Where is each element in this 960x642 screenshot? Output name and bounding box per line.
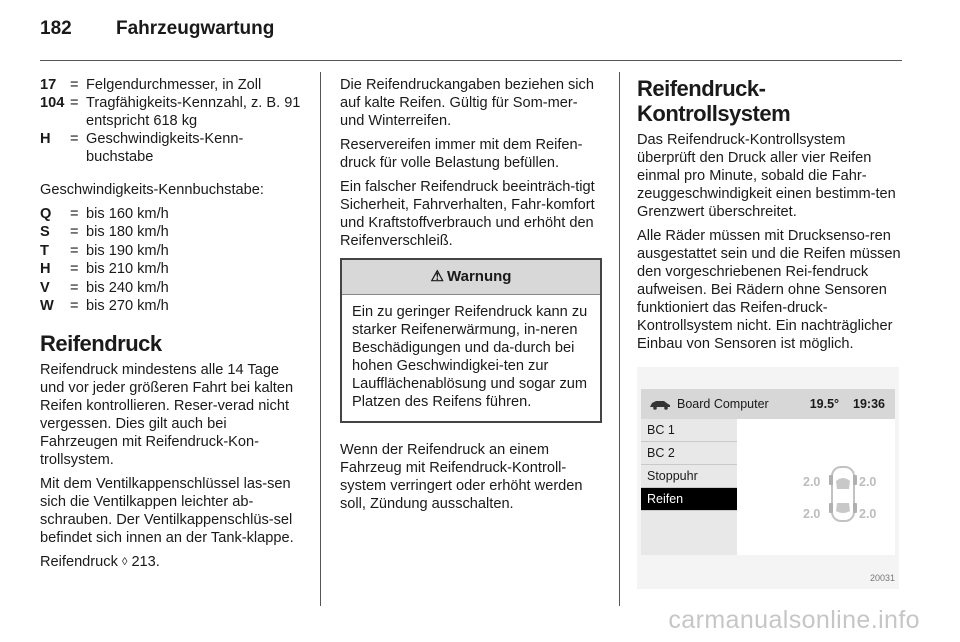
warning-header xyxy=(342,260,600,295)
screen-title: Board Computer xyxy=(677,397,769,411)
speed-value: bis 190 km/h xyxy=(86,242,169,259)
menu-item-reifen[interactable]: Reifen xyxy=(641,488,739,511)
speed-equals: = xyxy=(70,242,79,259)
speed-index-list xyxy=(40,205,306,315)
definition-equals: = xyxy=(70,77,79,93)
definition-value: Tragfähigkeits-Kennzahl, z. B. 91 entspricht 618 kg xyxy=(86,95,301,129)
speed-key: H xyxy=(40,261,51,278)
speed-row xyxy=(40,205,306,223)
speed-key: V xyxy=(40,279,50,296)
board-computer-menu xyxy=(641,419,737,555)
menu-item-stoppuhr[interactable]: Stoppuhr xyxy=(641,465,737,488)
speed-key: Q xyxy=(40,206,52,222)
header-rule xyxy=(40,60,902,61)
speed-equals: = xyxy=(70,224,79,241)
speed-key: S xyxy=(40,224,50,241)
tyre-code-definitions xyxy=(40,76,306,166)
definition-value: Geschwindigkeits-Kenn-buchstabe xyxy=(86,131,244,165)
speed-index-intro: Geschwindigkeits-Kennbuchstabe: xyxy=(40,182,264,198)
paragraph: Die Reifendruckangaben beziehen sich auf kalte Reifen. Gültig für Som-mer- und Winterreifen. xyxy=(340,77,594,129)
warning-title: Warnung xyxy=(447,268,512,285)
speed-equals: = xyxy=(70,206,79,222)
speed-row xyxy=(40,242,306,260)
tyre-pressure-front-right: 2.0 xyxy=(859,475,877,489)
outside-temperature: 19.5° xyxy=(809,397,840,411)
speed-equals: = xyxy=(70,298,79,315)
page-header xyxy=(40,18,274,40)
xref-label: Reifendruck xyxy=(40,554,118,571)
xref-arrow-icon: ◊ xyxy=(121,556,128,569)
speed-row xyxy=(40,279,306,297)
cross-reference[interactable] xyxy=(40,553,306,571)
column-1 xyxy=(40,76,306,577)
menu-item-bc1[interactable]: BC 1 xyxy=(641,419,737,442)
speed-key: T xyxy=(40,242,49,259)
board-computer-figure xyxy=(637,367,899,589)
paragraph: Reservereifen immer mit dem Reifen-druck für volle Belastung befüllen. xyxy=(340,137,583,171)
definition-row xyxy=(40,94,306,130)
definition-key: 17 xyxy=(40,77,57,93)
speed-row xyxy=(40,260,306,278)
column-2 xyxy=(340,76,602,519)
section-heading-reifendruck: Reifendruck xyxy=(40,331,162,357)
clock: 19:36 xyxy=(853,397,885,411)
paragraph: Das Reifendruck-Kontrollsystem überprüft den Druck aller vier Reifen einmal pro Minute, sobald die Fahr-zeuggeschwindigkeit einen bestimm-ten Grenzwert überschreitet. xyxy=(637,132,896,220)
definition-key: 104 xyxy=(40,95,65,111)
warning-box xyxy=(340,258,602,423)
watermark: carmanualsonline.info xyxy=(668,606,920,634)
section-heading-kontrollsystem: Reifendruck-Kontrollsystem xyxy=(637,76,791,126)
speed-equals: = xyxy=(70,279,79,296)
screen-title-bar xyxy=(641,389,895,419)
paragraph: Wenn der Reifendruck an einem Fahrzeug mit Reifendruck-Kontroll-system verringert oder erhöht werden soll, Zündung ausschalten. xyxy=(340,442,583,512)
definition-value: Felgendurchmesser, in Zoll xyxy=(86,77,262,93)
column-divider-1 xyxy=(320,72,321,606)
speed-row xyxy=(40,297,306,315)
speed-value: bis 240 km/h xyxy=(86,279,169,296)
speed-value: bis 160 km/h xyxy=(86,206,169,222)
warning-body: Ein zu geringer Reifendruck kann zu starker Reifenerwärmung, in-neren Beschädigungen und da-durch bei hohen Geschwindigkei-ten zur Laufflächenablösung und sogar zum Platzen des Reifens führen. xyxy=(352,304,588,410)
speed-value: bis 270 km/h xyxy=(86,298,169,315)
definition-row xyxy=(40,130,306,166)
figure-code: 20031 xyxy=(869,573,895,583)
car-top-view-icon xyxy=(829,465,857,523)
page-number: 182 xyxy=(40,18,72,39)
menu-item-bc2[interactable]: BC 2 xyxy=(641,442,737,465)
warning-icon: ⚠ xyxy=(430,268,444,285)
car-icon xyxy=(649,398,671,410)
board-computer-screen xyxy=(641,389,895,555)
column-divider-2 xyxy=(619,72,620,606)
page-title: Fahrzeugwartung xyxy=(116,18,275,39)
tyre-pressure-front-left: 2.0 xyxy=(803,475,821,489)
paragraph: Mit dem Ventilkappenschlüssel las-sen sich die Ventilkappen leichter ab-schrauben. Der Ventilkappenschlüs-sel befindet sich innen an der Tank-klappe. xyxy=(40,476,294,547)
paragraph: Reifendruck mindestens alle 14 Tage und vor jeder größeren Fahrt bei kalten Reifen kontrollieren. Reser-verad nicht vergessen. Dies gilt auch bei Fahrzeugen mit Reifendruck-Kon-trollsystem. xyxy=(40,362,294,469)
paragraph: Alle Räder müssen mit Drucksenso-ren ausgestattet sein und die Reifen müssen den vorgeschriebenen Rei-fendruck aufweisen. Bei Rädern ohne Sensoren funktioniert das Reifen-druck-Kontrollsystem nicht. Ein nachträglicher Einbau von Sensoren ist möglich. xyxy=(637,228,901,352)
tyre-pressure-panel xyxy=(737,419,895,555)
xref-page[interactable]: 213. xyxy=(131,554,160,571)
tyre-pressure-rear-right: 2.0 xyxy=(859,507,877,521)
speed-value: bis 210 km/h xyxy=(86,261,169,278)
definition-row xyxy=(40,76,306,94)
definition-equals: = xyxy=(70,95,79,111)
speed-row xyxy=(40,223,306,241)
speed-equals: = xyxy=(70,261,79,278)
tyre-pressure-rear-left: 2.0 xyxy=(803,507,821,521)
paragraph: Ein falscher Reifendruck beeinträch-tigt Sicherheit, Fahrverhalten, Fahr-komfort und Kraftstoffverbrauch und erhöht den Reifenverschleiß. xyxy=(340,179,595,249)
speed-key: W xyxy=(40,298,54,315)
speed-value: bis 180 km/h xyxy=(86,224,169,241)
column-3 xyxy=(637,76,903,589)
definition-key: H xyxy=(40,131,51,147)
definition-equals: = xyxy=(70,131,79,147)
